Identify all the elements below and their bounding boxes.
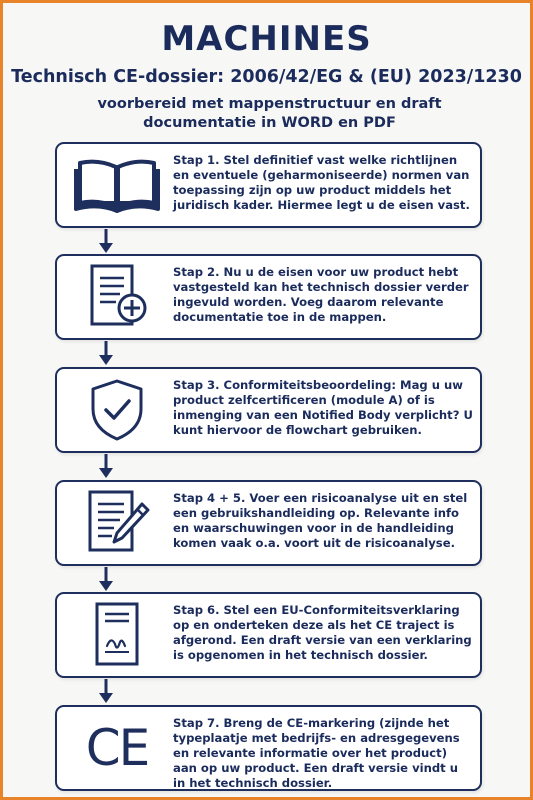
step-4-5-box [55,480,482,566]
step-3-box [55,367,482,453]
step-1-text: Stap 1. Stel definitief vast welke richtlijnen en eventuele (geharmoniseerde) normen van toepassing zijn op uw product middels het juridisch kader. Hiermee legt u de eisen vast. [173,153,470,212]
arrow-down-icon [99,341,113,367]
step-2-box [55,254,482,340]
step-4-5-text: Stap 4 + 5. Voer een risicoanalyse uit en stel een gebruikshandleiding op. Relevante info en waarschuwingen voor in de handleiding komen vaak o.a. voort uit de risicoanalyse. [173,491,468,550]
document-pen-icon [71,490,163,556]
step-7-text: Stap 7. Breng de CE-markering (zijnde het typeplaatje met bedrijfs- en adresgegevens en relevante informatie over het product) aan op uw product. Een draft versie vindt u in het technisch dossier. [173,716,460,790]
arrow-down-icon [99,567,113,593]
page-description: voorbereid met mappenstructuur en draft documentatie in WORD en PDF [97,96,442,131]
page-subtitle: Technisch CE-dossier: 2006/42/EG & (EU) 2023/1230 [11,67,522,87]
ce-mark-icon [71,715,163,781]
step-6-text: Stap 6. Stel een EU-Conformiteitsverklaring op en onderteken deze als het CE traject is afgerond. Een draft versie van een verklaring is opgenomen in het technisch dossier. [173,603,472,662]
document-add-icon [71,264,163,330]
step-1-box [55,142,482,228]
page-title: MACHINES [161,19,372,59]
step-3-text: Stap 3. Conformiteitsbeoordeling: Mag u uw product zelfcertificeren (module A) of is inmenging van een Notified Body verplicht? U kunt hiervoor de flowchart gebruiken. [173,378,473,437]
arrow-down-icon [99,229,113,255]
signed-document-icon [71,602,163,668]
book-icon [71,152,163,218]
arrow-down-icon [99,454,113,480]
arrow-down-icon [99,679,113,705]
step-2-text: Stap 2. Nu u de eisen voor uw product hebt vastgesteld kan het technisch dossier verder ingevuld worden. Voeg daarom relevante documentatie toe in de mappen. [173,265,469,324]
step-7-box [55,705,482,791]
step-6-box [55,592,482,678]
ce-mark-label: CE [85,719,149,777]
shield-check-icon [71,377,163,443]
